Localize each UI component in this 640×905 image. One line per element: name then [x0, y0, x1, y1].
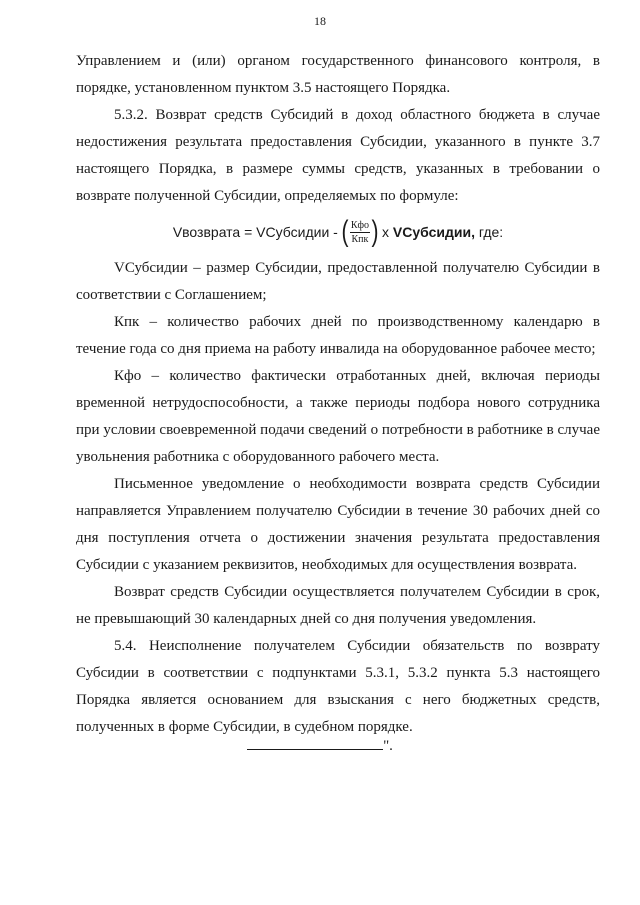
- formula-tail: где:: [478, 223, 504, 240]
- definition-kpk: Кпк – количество рабочих дней по производственному календарю в течение года со дня приема на работу инвалида на оборудованное рабочее место;: [76, 314, 600, 357]
- formula-multiply: x: [381, 223, 389, 240]
- paragraph-refund-term: Возврат средств Субсидии осуществляется получателем Субсидии в срок, не превышающий 30 календарных дней со дня получения уведомления.: [76, 584, 600, 627]
- formula-subsidy-var: VСубсидии,: [392, 223, 475, 240]
- paragraph-notification: Письменное уведомление о необходимости возврата средств Субсидии направляется Управлением получателю Субсидии в течение 30 рабочих дней со дня поступления отчета о достижении значения результата предоставления Субсидии с указанием реквизитов, необходимых для осуществления возврата.: [76, 476, 600, 573]
- definition-kfo: Кфо – количество фактически отработанных дней, включая периоды временной нетрудоспособности, а также периоды подбора нового сотрудника при условии своевременной подачи сведений о потребности в работнике в случае увольнения работника с оборудованного рабочего места.: [76, 368, 600, 465]
- fraction-denominator: Кпк: [351, 233, 369, 245]
- paragraph-continuation: Управлением и (или) органом государственного финансового контроля, в порядке, установленном пунктом 3.5 настоящего Порядка.: [76, 53, 600, 96]
- definition-vsubsidy: VСубсидии – размер Субсидии, предоставленной получателю Субсидии в соответствии с Соглашением;: [76, 260, 600, 303]
- closing-underline: [247, 737, 383, 750]
- formula-left: Vвозврата = VСубсидии -: [172, 223, 338, 240]
- paragraph-5-3-2: 5.3.2. Возврат средств Субсидий в доход областного бюджета в случае недостижения результата предоставления Субсидии, указанного в пункте 3.7 настоящего Порядка, в размере суммы средств, указанных в требовании о возврате полученной Субсидии, определяемых по формуле:: [76, 107, 600, 204]
- fraction-numerator: Кфо: [350, 219, 369, 231]
- document-body: [76, 48, 600, 741]
- paragraph-5-4: 5.4. Неисполнение получателем Субсидии обязательств по возврату Субсидии в соответствии с подпунктами 5.3.1, 5.3.2 пункта 5.3 настоящего Порядка является основанием для взыскания с него бюджетных средств, полученных в форме Субсидии, в судебном порядке.: [76, 638, 600, 735]
- closing-quote: ".: [383, 738, 393, 754]
- page-number: 18: [314, 14, 326, 28]
- refund-formula: [76, 212, 600, 252]
- left-paren: (: [341, 215, 349, 248]
- right-paren: ): [371, 215, 379, 248]
- formula-fraction: [340, 217, 380, 247]
- closing-line: [0, 737, 640, 755]
